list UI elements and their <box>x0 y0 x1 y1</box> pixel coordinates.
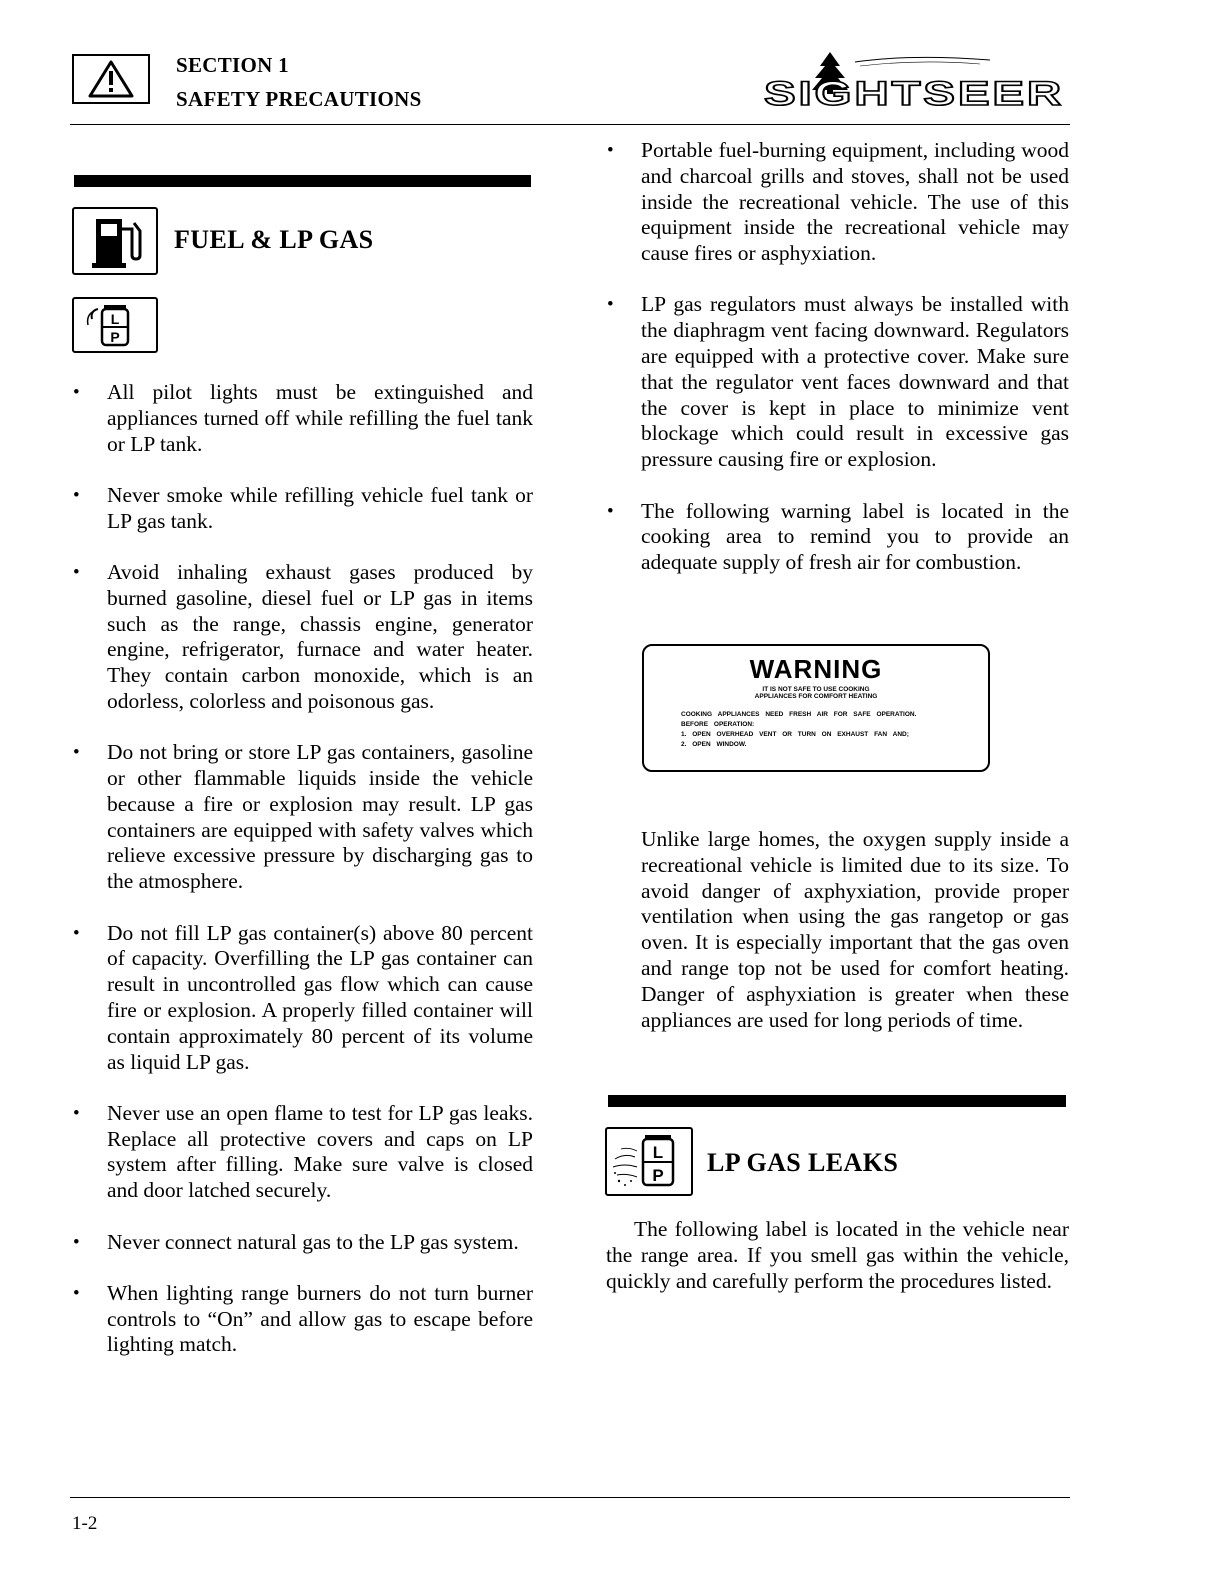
svg-text:P: P <box>652 1166 664 1185</box>
warning-label-title: WARNING <box>749 654 883 684</box>
section-title: SAFETY PRECAUTIONS <box>176 87 422 111</box>
equipment-safety-list <box>607 138 1069 601</box>
warning-label-body: COOKING APPLIANCES NEED FRESH AIR FOR SAFE OPERATION. BEFORE OPERATION: 1. OPEN OVERHEAD VENT OR TURN ON EXHAUST FAN AND; 2. OPEN WINDOW. <box>681 711 917 748</box>
oxygen-paragraph: Unlike large homes, the oxygen supply inside a recreational vehicle is limited due to its size. To avoid danger of axphyxiation, provide proper ventilation when using the gas rangetop or gas oven. It is especially important that the gas oven and range top not be used for comfort heating. Danger of asphyxiation is greater when these appliances are used for long periods of time. <box>641 827 1069 1032</box>
fuel-pump-icon <box>72 207 158 275</box>
list-item: • Do not bring or store LP gas containers, gasoline or other flammable liquids inside the vehicle because a fire or explosion may result. LP gas containers are equipped with safety valves which relieve excessive pressure by discharging gas to the atmosphere. <box>73 740 533 894</box>
bullet-icon: • <box>73 1231 80 1253</box>
svg-text:P: P <box>110 329 120 345</box>
warning-label <box>642 644 990 772</box>
fuel-safety-list <box>73 380 533 1384</box>
list-item: • Never smoke while refilling vehicle fuel tank or LP gas tank. <box>73 482 533 533</box>
warning-label-subtitle: IT IS NOT SAFE TO USE COOKING APPLIANCES FOR COMFORT HEATING <box>754 686 878 700</box>
list-item: • All pilot lights must be extinguished and appliances turned off while refilling the fuel tank or LP tank. <box>73 380 533 456</box>
header-divider <box>70 124 1070 125</box>
svg-text:L: L <box>110 311 120 327</box>
svg-text:SIGHTSEER: SIGHTSEER <box>764 75 1064 110</box>
svg-text:L: L <box>652 1143 664 1162</box>
list-item: • Do not fill LP gas container(s) above 80 percent of capacity. Overfilling the LP gas container can result in uncontrolled gas flow which can cause fire or explosion. A properly filled container will contain approximately 80 percent of its volume as liquid LP gas. <box>73 920 533 1074</box>
section-heading <box>176 48 422 116</box>
list-item: • Never connect natural gas to the LP gas system. <box>73 1229 519 1254</box>
bullet-icon: • <box>607 140 614 161</box>
bullet-icon: • <box>73 922 80 944</box>
list-item: • The following warning label is located in the cooking area to remind you to provide an adequate supply of fresh air for combustion. <box>607 498 1069 575</box>
list-item: • When lighting range burners do not turn burner controls to “On” and allow gas to escape before lighting match. <box>73 1280 533 1357</box>
fuel-lp-gas-heading: FUEL & LP GAS <box>174 225 374 254</box>
sightseer-logo <box>760 50 1070 110</box>
warning-triangle-icon <box>72 54 150 104</box>
bullet-icon: • <box>607 294 614 316</box>
bullet-icon: • <box>73 742 80 764</box>
leaks-paragraph: The following label is located in the vehicle near the range area. If you smell gas within the vehicle, quickly and carefully perform the procedures listed. <box>606 1217 1069 1293</box>
bullet-icon: • <box>73 484 80 506</box>
lp-gas-leak-icon <box>605 1127 693 1196</box>
list-item: • LP gas regulators must always be installed with the diaphragm vent facing downward. Regulators are equipped with a protective cover. Make sure that the regulator vent faces downward and that the cover is kept in place to minimize vent blockage which could result in excessive gas pressure causing fire or explosion. <box>607 292 1069 472</box>
lp-tank-icon <box>72 297 158 353</box>
bullet-icon: • <box>73 382 80 403</box>
section-bar <box>74 175 531 187</box>
bullet-icon: • <box>73 1102 80 1124</box>
section-bar <box>608 1095 1066 1107</box>
footer-divider <box>70 1497 1070 1498</box>
bullet-icon: • <box>607 500 614 522</box>
list-item: • Portable fuel-burning equipment, including wood and charcoal grills and stoves, shall not be used inside the recreational vehicle. The use of this equipment inside the recreational vehicle may cause fires or asphyxiation. <box>607 138 1069 266</box>
list-item: • Avoid inhaling exhaust gases produced by burned gasoline, diesel fuel or LP gas in items such as the range, chassis engine, generator engine, refrigerator, furnace and water heater. They contain carbon monoxide, which is an odorless, colorless and poisonous gas. <box>73 559 533 713</box>
section-number: SECTION 1 <box>176 53 289 77</box>
bullet-icon: • <box>73 1282 80 1304</box>
list-item: • Never use an open flame to test for LP gas leaks. Replace all protective covers and caps on LP system after filling. Make sure valve is closed and door latched securely. <box>73 1100 533 1203</box>
lp-gas-leaks-heading: LP GAS LEAKS <box>707 1148 899 1177</box>
page-number: 1-2 <box>72 1513 98 1534</box>
bullet-icon: • <box>73 561 80 583</box>
